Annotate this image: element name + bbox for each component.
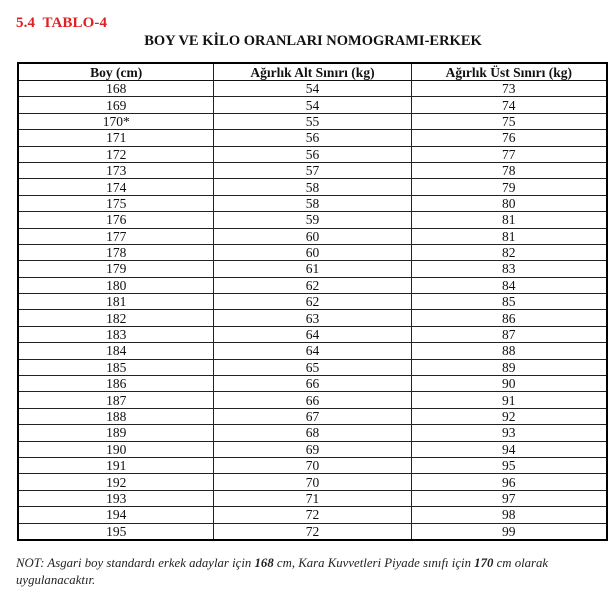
footnote [16, 555, 606, 589]
table-row [18, 343, 607, 359]
table-row [18, 326, 607, 342]
table-row [18, 523, 607, 540]
cell-weight-min: 60 [214, 228, 411, 244]
table-row [18, 261, 607, 277]
cell-weight-max: 93 [411, 425, 607, 441]
cell-weight-max: 77 [411, 146, 607, 162]
cell-weight-min: 60 [214, 244, 411, 260]
cell-weight-min: 72 [214, 507, 411, 523]
table-body [18, 81, 607, 540]
table-row [18, 179, 607, 195]
cell-weight-max: 97 [411, 490, 607, 506]
cell-height: 175 [18, 195, 214, 211]
cell-weight-max: 91 [411, 392, 607, 408]
cell-height: 179 [18, 261, 214, 277]
table-row [18, 359, 607, 375]
cell-weight-min: 68 [214, 425, 411, 441]
cell-height: 189 [18, 425, 214, 441]
cell-weight-min: 59 [214, 212, 411, 228]
cell-weight-max: 88 [411, 343, 607, 359]
table-row [18, 277, 607, 293]
table-row [18, 376, 607, 392]
cell-weight-min: 57 [214, 162, 411, 178]
cell-weight-max: 90 [411, 376, 607, 392]
cell-height: 188 [18, 408, 214, 424]
cell-weight-min: 62 [214, 277, 411, 293]
table-row [18, 228, 607, 244]
cell-weight-max: 98 [411, 507, 607, 523]
table-row [18, 97, 607, 113]
cell-height: 176 [18, 212, 214, 228]
table-header-row [18, 63, 607, 81]
cell-height: 191 [18, 457, 214, 473]
cell-height: 178 [18, 244, 214, 260]
cell-weight-min: 65 [214, 359, 411, 375]
footnote-text-2: cm, Kara Kuvvetleri Piyade sınıfı için [273, 556, 475, 570]
cell-weight-min: 66 [214, 376, 411, 392]
cell-weight-max: 95 [411, 457, 607, 473]
cell-height: 195 [18, 523, 214, 540]
cell-weight-max: 75 [411, 113, 607, 129]
cell-height: 194 [18, 507, 214, 523]
cell-weight-min: 70 [214, 457, 411, 473]
cell-height: 174 [18, 179, 214, 195]
table-title: BOY VE KİLO ORANLARI NOMOGRAMI-ERKEK [144, 33, 482, 49]
table-row [18, 408, 607, 424]
cell-weight-min: 72 [214, 523, 411, 540]
cell-weight-min: 66 [214, 392, 411, 408]
cell-height: 181 [18, 294, 214, 310]
cell-weight-max: 87 [411, 326, 607, 342]
cell-height: 192 [18, 474, 214, 490]
cell-weight-min: 54 [214, 81, 411, 97]
cell-weight-max: 81 [411, 228, 607, 244]
cell-weight-max: 81 [411, 212, 607, 228]
cell-weight-min: 63 [214, 310, 411, 326]
table-row [18, 212, 607, 228]
table-row [18, 130, 607, 146]
cell-weight-min: 64 [214, 343, 411, 359]
cell-weight-max: 94 [411, 441, 607, 457]
section-heading: 5.4 TABLO-4 [16, 15, 108, 31]
cell-weight-min: 61 [214, 261, 411, 277]
cell-height: 173 [18, 162, 214, 178]
table-row [18, 441, 607, 457]
cell-weight-max: 84 [411, 277, 607, 293]
cell-weight-min: 69 [214, 441, 411, 457]
cell-weight-max: 79 [411, 179, 607, 195]
cell-height: 190 [18, 441, 214, 457]
cell-weight-max: 78 [411, 162, 607, 178]
table-row [18, 195, 607, 211]
footnote-min-height-general: 168 [254, 556, 274, 570]
table-row [18, 392, 607, 408]
cell-height: 177 [18, 228, 214, 244]
table-row [18, 490, 607, 506]
table-row [18, 162, 607, 178]
table-row [18, 474, 607, 490]
cell-height: 187 [18, 392, 214, 408]
cell-height: 169 [18, 97, 214, 113]
cell-weight-max: 89 [411, 359, 607, 375]
cell-height: 193 [18, 490, 214, 506]
table-row [18, 425, 607, 441]
table-row [18, 507, 607, 523]
table-row [18, 81, 607, 97]
table-row [18, 146, 607, 162]
cell-weight-min: 62 [214, 294, 411, 310]
cell-weight-max: 73 [411, 81, 607, 97]
cell-weight-max: 92 [411, 408, 607, 424]
cell-height: 185 [18, 359, 214, 375]
cell-weight-min: 71 [214, 490, 411, 506]
cell-height: 186 [18, 376, 214, 392]
cell-height: 168 [18, 81, 214, 97]
cell-height: 172 [18, 146, 214, 162]
cell-weight-min: 67 [214, 408, 411, 424]
cell-weight-max: 74 [411, 97, 607, 113]
cell-weight-max: 99 [411, 523, 607, 540]
cell-weight-max: 82 [411, 244, 607, 260]
table-row [18, 294, 607, 310]
footnote-text-1: NOT: Asgari boy standardı erkek adaylar için [16, 556, 255, 570]
cell-weight-max: 96 [411, 474, 607, 490]
cell-weight-max: 83 [411, 261, 607, 277]
cell-height: 184 [18, 343, 214, 359]
footnote-min-height-infantry: 170 [474, 556, 494, 570]
cell-height: 182 [18, 310, 214, 326]
cell-weight-min: 56 [214, 130, 411, 146]
cell-weight-min: 64 [214, 326, 411, 342]
cell-height: 170* [18, 113, 214, 129]
nomogram-table [17, 62, 608, 541]
cell-weight-min: 54 [214, 97, 411, 113]
cell-weight-min: 70 [214, 474, 411, 490]
cell-weight-min: 58 [214, 195, 411, 211]
table-row [18, 457, 607, 473]
column-header-weight-max: Ağırlık Üst Sınırı (kg) [411, 63, 607, 81]
cell-weight-min: 58 [214, 179, 411, 195]
table-row [18, 244, 607, 260]
cell-weight-max: 76 [411, 130, 607, 146]
cell-weight-max: 80 [411, 195, 607, 211]
cell-weight-max: 85 [411, 294, 607, 310]
column-header-height: Boy (cm) [18, 63, 214, 81]
cell-weight-min: 55 [214, 113, 411, 129]
column-header-weight-min: Ağırlık Alt Sınırı (kg) [214, 63, 411, 81]
cell-weight-min: 56 [214, 146, 411, 162]
cell-height: 183 [18, 326, 214, 342]
cell-height: 171 [18, 130, 214, 146]
cell-weight-max: 86 [411, 310, 607, 326]
table-row [18, 113, 607, 129]
footnote-text-3: cm olarak uygulanacaktır. [16, 556, 549, 587]
cell-height: 180 [18, 277, 214, 293]
table-row [18, 310, 607, 326]
